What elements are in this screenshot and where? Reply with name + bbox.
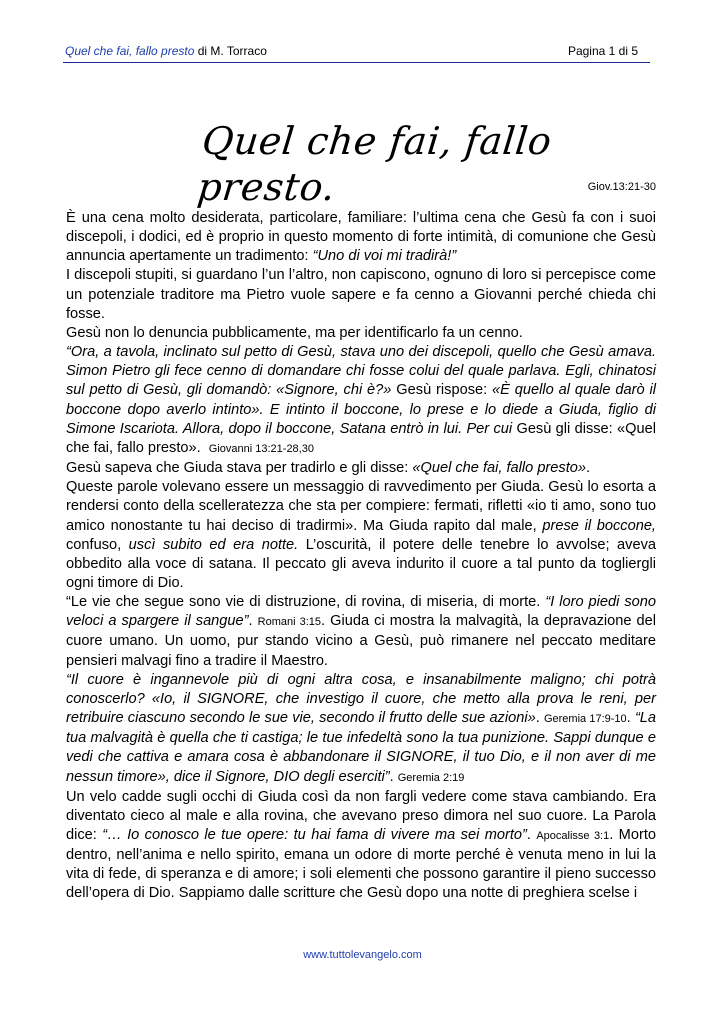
quote: “Ora, a tavola, inclinato sul petto di Gesù, stava uno dei discepoli, quello che Gesù amava. Simon Pietro gli fece cenno di domandare chi fosse colui del quale parlava. Egli, chinatosi sul petto di Gesù, gli domandò: «Signore, chi è?» — [66, 344, 656, 399]
header-title: Quel che fai, fallo presto — [65, 44, 195, 58]
citation: Geremia 17:9-10 — [543, 713, 627, 726]
text: . — [389, 768, 398, 785]
paragraph — [66, 478, 656, 593]
page-title: Quel che fai, fallo presto. — [195, 119, 554, 209]
text: Gesù rispose: — [391, 382, 493, 399]
quote: “La tua malvagità è quella che ti castiga; le tue infedeltà sono la tua punizione. Sappi dunque e vedi che cattiva e amara cosa è abbandonare il SIGNORE, il tuo Dio, e il non aver di me nessun timore», dice il Signore, DIO degli eserciti” — [66, 710, 657, 785]
citation: Giovanni 13:21-28,30 — [208, 442, 314, 455]
header-author: di M. Torraco — [194, 44, 267, 58]
scripture-reference: Giov.13:21-30 — [587, 181, 656, 193]
paragraph — [66, 343, 656, 459]
text: Gesù sapeva che Giuda stava per tradirlo e gli disse: — [66, 460, 413, 477]
text: . — [526, 827, 537, 843]
text: È una cena molto desiderata, particolare, familiare: l’ultima cena che Gesù fa con i suoi discepoli, i dodici, ed è proprio in questo momento di forte intimità, di comunione che Gesù annuncia apertamente un tradimento: — [66, 210, 656, 265]
quote: “… Io conosco le tue opere: tu hai fama di vivere ma sei morto” — [102, 827, 527, 843]
quote: “Il cuore è ingannevole più di ogni altra cosa, e insanabilmente maligno; chi potrà conoscerlo? «Io, il SIGNORE, che investigo il cuore, che metto alla prova le reni, per retribuire ciascuno secondo le sue vie, secondo il frutto delle sue azioni» — [66, 671, 656, 727]
citation: Apocalisse 3:1 — [536, 830, 610, 842]
quote: «È quello al quale darò il boccone dopo averlo intinto». E intinto il boccone, lo prese e lo diede a Giuda, figlio di Simone Iscariota. Allora, dopo il boccone, Satana entrò in lui. Per cui — [66, 382, 656, 437]
citation: Romani 3:15 — [257, 616, 322, 629]
quote: uscì subito ed era notte. — [128, 536, 299, 553]
text: Queste parole volevano essere un messaggio di ravvedimento per Giuda. Gesù lo esorta a rendersi conto della scelleratezza che sta per compiere: fermati, rifletti «io ti amo, sono tuo amico nonostante tu hai deciso di tradirmi». Ma Giuda rapito dal male, — [66, 479, 656, 534]
text: . — [626, 710, 635, 727]
paragraph — [66, 459, 656, 478]
header-left — [65, 44, 267, 58]
text: . — [248, 613, 258, 630]
text: . Giuda ci mostra la malvagità, la depravazione del cuore umano. Un uomo, pur stando vicino a Gesù, può rimanere nel peccato meditare pensieri malvagi fino a tradire il Maestro. — [66, 613, 657, 669]
text: Un velo cadde sugli occhi di Giuda così da non fargli vedere come stava cambiando. Era diventato cieco al male e alla rovina, che avevano preso dimora nel suo cuore. La Parola dice: — [66, 788, 656, 843]
text: confuso, — [66, 536, 129, 553]
body-text — [66, 209, 656, 904]
page-number: Pagina 1 di 5 — [567, 44, 638, 58]
quote: “I loro piedi sono veloci a spargere il sangue” — [66, 594, 656, 630]
quote: prese il boccone, — [542, 517, 656, 534]
paragraph — [66, 593, 656, 671]
paragraph — [66, 788, 656, 904]
paragraph: I discepoli stupiti, si guardano l’un l’altro, non capiscono, ognuno di loro si percepisce come un potenziale traditore ma Pietro vuole sapere e fa cenno a Giovanni perché chieda chi fosse. — [66, 267, 656, 322]
footer-link[interactable]: www.tuttolevangelo.com — [303, 949, 422, 961]
text: “Le vie che segue sono vie di distruzione, di rovina, di miseria, di morte. — [66, 594, 546, 611]
text: L’oscurità, il potere delle tenebre lo avvolse; aveva obbedito alla voce di satana. Il peccato gli aveva indurito il cuore a tal punto da togliergli ogni timore di Dio. — [66, 536, 656, 591]
text: Gesù gli disse: «Quel che fai, fallo presto». — [66, 420, 656, 456]
paragraph: Gesù non lo denuncia pubblicamente, ma per identificarlo fa un cenno. — [66, 324, 523, 341]
text: . — [535, 710, 544, 727]
paragraph — [66, 671, 656, 788]
text: . Morto dentro, nell’anima e nello spirito, emana un odore di morte perché è venuta meno in lui la vita di fede, di speranza e di amore; i soli elementi che possono garantire il pieno successo dell’opera di Dio. Sappiamo dalle scritture che Gesù dopo una notte di preghiera scelse i — [66, 827, 656, 902]
quote: «Quel che fai, fallo presto» — [412, 460, 586, 477]
citation: Geremia 2:19 — [397, 771, 465, 784]
quote: “Uno di voi mi tradirà!” — [312, 248, 457, 265]
paragraph — [66, 209, 656, 266]
text: . — [586, 460, 591, 477]
page-header — [63, 44, 650, 63]
